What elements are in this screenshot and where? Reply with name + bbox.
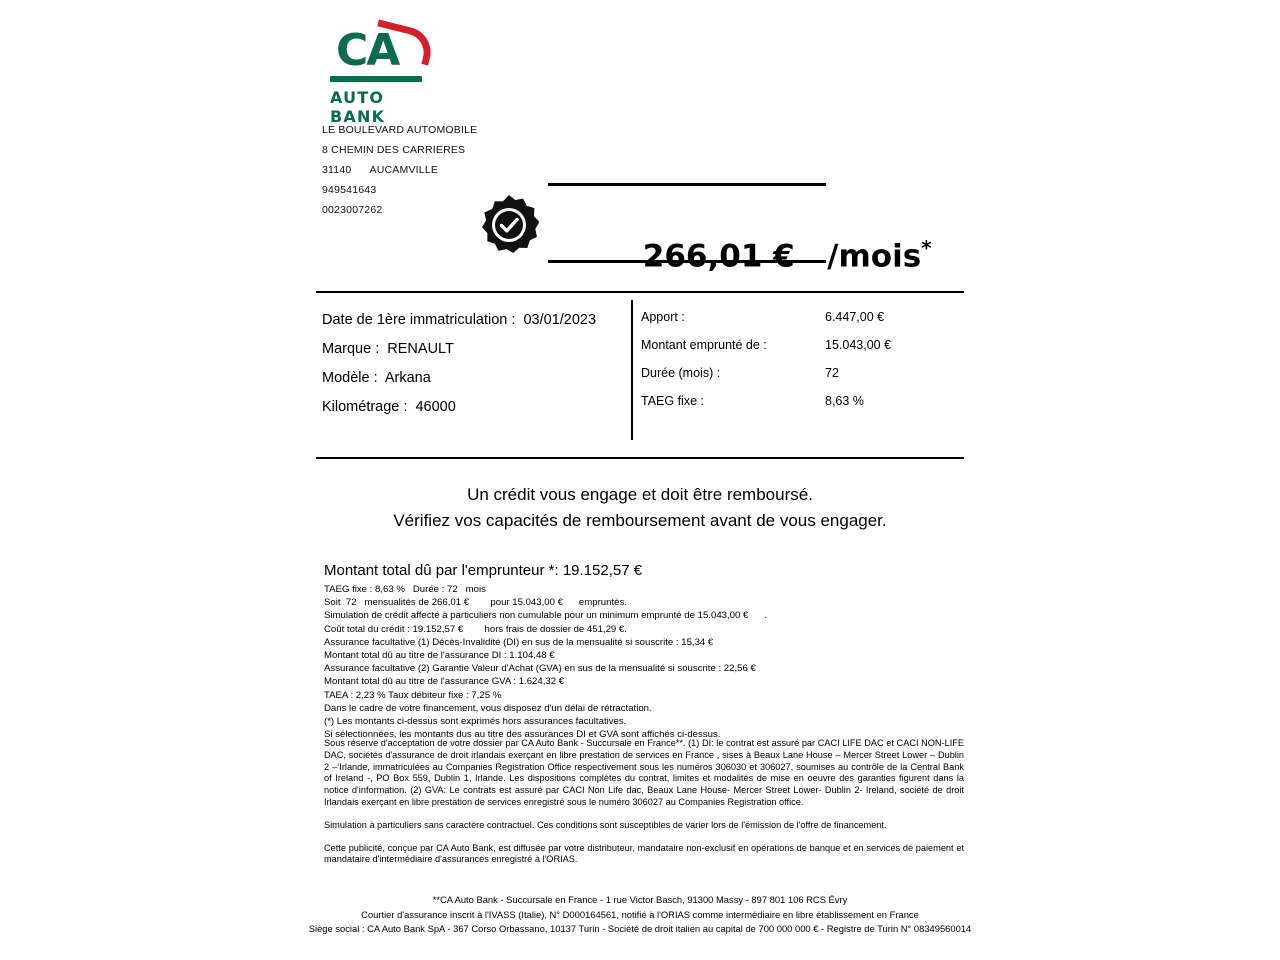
financing-row	[641, 394, 961, 422]
detail-line: Soit 72 mensualités de 266,01 € pour 15.043,00 € empruntés.	[324, 597, 627, 609]
vehicle-model: Modèle : Arkana	[322, 370, 431, 386]
brand-logo	[322, 25, 442, 126]
detail-line: Montant total dû au titre de l'assurance DI : 1.104,48 €	[324, 650, 555, 662]
financing-value: 6.447,00 €	[825, 310, 885, 324]
logo-initials: CA	[336, 25, 399, 76]
dealer-ref-1: 949541643	[322, 184, 377, 196]
total-amount-lines	[324, 583, 984, 741]
footer-line-3: Siège social : CA Auto Bank SpA - 367 Corso Orbassano, 10137 Turin - Société de droit italien au capital de 700 000 000 € - Registre de Turin N° 08349560014	[308, 923, 972, 934]
detail-line: (*) Les montants ci-dessus sont exprimés hors assurances facultatives.	[324, 716, 627, 728]
detail-line: Simulation de crédit affecté à particuliers non cumulable pour un minimum emprunté de 15.043,00 € .	[324, 610, 767, 622]
logo-label: AUTO BANK	[330, 88, 386, 126]
monthly-price-amount: 266,01 €	[642, 238, 795, 275]
financing-label: Durée (mois) :	[641, 366, 721, 380]
credit-warning	[0, 482, 1280, 534]
detail-line: TAEG fixe : 8,63 % Durée : 72 mois	[324, 584, 486, 595]
total-amount-details	[324, 562, 984, 741]
dealer-name: LE BOULEVARD AUTOMOBILE	[322, 124, 478, 136]
detail-line: Assurance facultative (2) Garantie Valeur d'Achat (GVA) en sus de la mensualité si souscrite : 22,56 €	[324, 663, 756, 675]
dealer-street: 8 CHEMIN DES CARRIERES	[322, 144, 466, 156]
vehicle-mileage: Kilométrage : 46000	[322, 399, 456, 415]
legal-paragraph-1: Sous réserve d'acceptation de votre dossier par CA Auto Bank - Succursale en France**. (1) DI: le contrat est assuré par CACI LIFE DAC et CACI NON-LIFE DAC, sociétés d'assurance de droit irlandais exerçant en libre prestation de services en France , sises à Beaux Lane House – Mercer Street Lower – Dublin 2 –‘Irlande, immatriculées au Companies Registration Office respectivement sous les numéros 306030 et 306027, soumises au contrôle de la Central Bank of Ireland -, PO Box 559, Dublin 1, Irlande. Les dispositions complètes du contrat, limites et modalités de mise en oeuvre des garanties figurent dans la notice d'information. (2) GVA: Le contrats est assuré par CACI Non Life dac, Beaux Lane House- Mercer Street Lower- Dublin 2- Ireland, société de droit Irlandais exerçant en libre prestation de services enregistré sous le numéro 306027 au Companies Registration office.	[324, 738, 964, 807]
legal-paragraph-3: Cette publicité, conçue par CA Auto Bank, est diffusée par votre distributeur, mandataire non-exclusif en opérations de banque et en services de paiement et mandataire d'intermédiaire d'assurances enregistré à l'ORIAS.	[324, 842, 964, 865]
financing-label: TAEG fixe :	[641, 394, 704, 408]
monthly-price-banner	[478, 178, 932, 275]
credit-warning-line-2: Vérifiez vos capacités de remboursement avant de vous engager.	[393, 511, 887, 530]
legal-disclaimer	[324, 738, 964, 877]
detail-line: Assurance facultative (1) Décès-Invalidité (DI) en sus de la mensualité si souscrite : 15,34 €	[324, 636, 714, 648]
dealer-city: 31140 AUCAMVILLE	[322, 164, 439, 176]
check-seal-icon	[478, 195, 540, 257]
logo-underline	[330, 76, 422, 82]
vehicle-details	[322, 306, 596, 422]
footer-line-2: Courtier d'assurance inscrit à l'IVASS (Italie), N° D000164561, notifié à l'ORIAS comme intermédiaire en libre établissement en France	[361, 908, 919, 920]
financing-row	[641, 310, 961, 338]
monthly-price-period: /mois	[794, 238, 922, 275]
detail-line: TAEA : 2,23 % Taux débiteur fixe : 7,25 %	[324, 689, 502, 701]
dealer-address	[322, 120, 477, 220]
detail-line: Dans le cadre de votre financement, vous disposez d'un délai de rétractation.	[324, 702, 652, 714]
monthly-price	[578, 200, 932, 310]
vehicle-brand: Marque : RENAULT	[322, 341, 454, 357]
financing-value: 15.043,00 €	[825, 338, 892, 352]
vehicle-registration-date: Date de 1ère immatriculation : 03/01/2023	[322, 312, 597, 328]
document-footer	[0, 893, 1280, 937]
credit-warning-line-1: Un crédit vous engage et doit être remboursé.	[467, 485, 813, 504]
financing-row	[641, 366, 961, 394]
footer-line-1: **CA Auto Bank - Succursale en France - 1 rue Victor Basch, 91300 Massy - 897 801 106 RCS Évry	[432, 894, 848, 905]
specs-top-divider	[316, 291, 964, 293]
financing-row	[641, 338, 961, 366]
financing-label: Montant emprunté de :	[641, 338, 767, 352]
detail-line: Si sélectionnées, les montants dus au titre des assurances DI et GVA sont affichés ci-dessus.	[324, 729, 721, 741]
legal-paragraph-2: Simulation à particuliers sans caractère contractuel. Ces conditions sont susceptibles de varier lors de l'émission de l'offre de financement.	[324, 819, 887, 830]
detail-line: Montant total dû au titre de l'assurance GVA : 1.624,32 €	[324, 676, 565, 688]
financing-details	[641, 310, 961, 422]
financing-value: 72	[825, 366, 839, 380]
financing-value: 8,63 %	[825, 394, 864, 408]
monthly-price-asterisk: *	[921, 236, 932, 260]
total-amount-title: Montant total dû par l'emprunteur *: 19.152,57 €	[324, 562, 643, 579]
detail-line: Coût total du crédit : 19.152,57 € hors frais de dossier de 451,29 €.	[324, 623, 627, 635]
specs-vertical-divider	[631, 300, 633, 440]
financing-label: Apport :	[641, 310, 685, 324]
hero-rule-top	[548, 183, 826, 186]
dealer-ref-2: 0023007262	[322, 204, 383, 216]
specs-bottom-divider	[316, 457, 964, 459]
logo-mark	[322, 26, 432, 84]
